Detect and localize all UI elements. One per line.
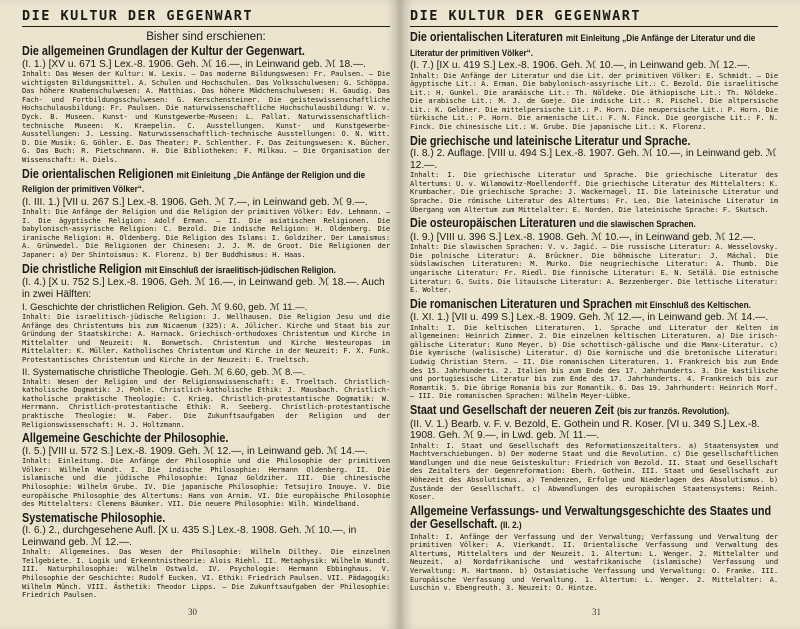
entry-contents: Inhalt: Die israelitisch-jüdische Religion: J. Wellhausen. Die Religion Jesu und die Anfänge des Christentums bis zum Nicaenum (325): A. Jülicher. Kirche und Staat bis zur Gründung der Staatskirche: A. Harnack. Griechisch-orthodoxes Christentum und Kirche in Mittelalter und Neuzeit: N. Bonwetsch. Christentum und Kirche Westeuropas im Mittelalter: K. Müller. Katholisches Christentum und Kirche in der Neuzeit: F. X. Funk. Protestantisches Christentum und Kirche in der Neuzeit: E. Troeltsch. xyxy=(22,312,390,365)
entry-meta: (I. 8.) 2. Auflage. [VIII u. 494 S.] Lex.-8. 1907. Geh. ℳ 10.—, in Leinwand geb. ℳ 12.—. xyxy=(410,148,777,171)
entry-geschichte-philosophie xyxy=(22,432,390,509)
intro-line: Bisher sind erschienen: xyxy=(146,31,266,43)
entry-meta: (I. XI. 1.) [VII u. 499 S.] Lex.-8. 1909. Geh. ℳ 12.—, in Leinwand geb. ℳ 14.—. xyxy=(410,312,769,324)
entry-title: Systematische Philosophie. xyxy=(22,510,166,525)
entry-title: Die orientalischen Literaturen mit Einleitung „Die Anfänge der Literatur und die Literatur der primitiven Völker“. xyxy=(410,30,756,59)
entry-meta: (I. 7.) [IX u. 419 S.] Lex.-8. 1906. Geh. ℳ 10.—, in Leinwand geb. ℳ 12.—. xyxy=(410,60,751,71)
entry-title: Staat und Gesellschaft der neueren Zeit (bis zur französ. Revolution). xyxy=(410,403,730,418)
entry-contents: Inhalt: Einleitung. Die Anfänge der Philosophie und die Philosophie der primitiven Völker: Wilhelm Wundt. I. Die indische Philosophie: Hermann Oldenberg. II. Die islamische und die jüdische Philosophie: Ignaz Goldziher. III. Die chinesische Philosophie: Wilhelm Grube. IV. Die japanische Philosophie: Tetsujiro Inouye. V. Die europäische Philosophie des Altertums: Hans von Arnim. VI. Die europäische Philosophie des Mittelalters: Clemens Bäumker. VII. Die neuere Philosophie: Wilh. Windelband. xyxy=(22,456,390,509)
subsection-theologie: II. Systematische christliche Theologie. Geh. ℳ 6.60, geb. ℳ 8.—. xyxy=(22,366,306,378)
entry-contents: Inhalt: I. Staat und Gesellschaft des Reformationszeitalters. a) Staatensystem und Machtverschiebungen. b) Der moderne Staat und die Revolution. c) Die gesellschaftlichen Wandlungen und die neue Geisteskultur: Friedrich von Bezold. II. Staat und Gesellschaft des Zeitalters der Gegenreformation: Eberh. Gothein. III. Staat und Gesellschaft zur Höhezeit des Absolutismus. a) Tendenzen, Erfolge und Niederlagen des Absolutismus. b) Zustände der Gesellschaft. c) Abwandlungen des europäischen Staatensystems: Reinh. Koser. xyxy=(410,440,778,502)
entry-meta: (I. 4.) [X u. 752 S.] Lex.-8. 1906. Geh. ℳ 16.—, in Leinwand geb. ℳ 18.—. Auch in zwei Hälften: xyxy=(22,277,385,300)
entry-title: Die romanischen Literaturen und Sprachen mit Einschluß des Keltischen. xyxy=(410,296,751,311)
running-head: DIE KULTUR DER GEGENWART xyxy=(410,8,778,27)
entry-systematische-philosophie xyxy=(22,512,390,600)
entry-meta: (II. V. 1.) Bearb. v. F. v. Bezold, E. Gothein und R. Koser. [VI u. 349 S.] Lex.-8. 1908. Geh. ℳ 9.—, in Lwd. geb. ℳ 11.—. xyxy=(410,418,760,442)
entry-meta: (I. 1.) [XV u. 671 S.] Lex.-8. 1906. Geh. ℳ 16.—, in Leinwand geb. ℳ 18.—. xyxy=(22,58,367,70)
entry-title: Die osteuropäischen Literaturen und die slawischen Sprachen. xyxy=(410,216,696,231)
entry-contents: Inhalt: I. Die keltischen Literaturen. 1. Sprache und Literatur der Kelten im allgemeinen: Heinrich Zimmer. 2. Die einzelnen keltischen Literaturen. a) Die irisch-gälische Literatur: Kuno Meyer. b) Die schottisch-gälische und die Manx-Literatur. c) Die kymrische (walisische) Literatur. d) Die kornische und die bretonische Literatur: Ludwig Christian Stern. — II. Die romanischen Literaturen. 1. Frankreich bis zum Ende des 15. Jahrhunderts. 2. Italien bis zum Ende des 17. Jahrhunderts. 3. Die kastilische und portugiesische Literatur bis zum Ende des 17. Jahrhunderts. 4. Frankreich bis zur Romantik. 5. Die übrige Romania bis zur Romantik. 6. Das 19. Jahrhundert: Heinrich Morf. — III. Die romanischen Sprachen: Wilhelm Meyer-Lübke. xyxy=(410,322,778,401)
entry-verfassung xyxy=(410,505,778,593)
entry-orient-literaturen xyxy=(410,31,778,132)
subsection-geschichte: I. Geschichte der christlichen Religion. Geh. ℳ 9.60, geb. ℳ 11.—. xyxy=(22,302,308,314)
entry-meta: (I. 9.) [VIII u. 396 S.] Lex.-8. 1908. Geh. ℳ 10.—, in Leinwand geb. ℳ 12.—. xyxy=(410,231,756,243)
page-number: 30 xyxy=(188,607,197,617)
entry-griech-lat xyxy=(410,135,778,214)
entry-orient-religionen xyxy=(22,168,390,260)
entry-title: Allgemeine Geschichte der Philosophie. xyxy=(22,431,229,446)
entry-contents: Inhalt: Die Anfänge der Literatur und die Lit. der primitiven Völker: E. Schmidt. — Die ägyptische Lit.: A. Erman. Die babylonisch-assyrische Lit.: C. Bezold. Die israelitische Lit.: H. Gunkel. Die aramäische Lit.: Th. Nöldeke. Die äthiopische Lit.: Th. Nöldeke. Die arabische Lit.: M. J. de Goeje. Die indische Lit.: R. Pischel. Die altpersische Lit.: K. Geldner. Die mittelpersische Lit.: P. Horn. Die neupersische Lit.: P. Horn. Die türkische Lit.: P. Horn. Die armenische Lit.: F. N. Finck. Die georgische Lit.: F. N. Finck. Die chinesische Lit.: W. Grube. Die japanische Lit.: K. Florenz. xyxy=(410,70,778,132)
entry-contents: Inhalt: I. Die griechische Literatur und Sprache. Die griechische Literatur des Altertums: U. v. Wilamowitz-Moellendorff. Die griechische Literatur des Mittelalters: K. Krumbacher. Die griechische Sprache: J. Wackernagel. II. Die lateinische Literatur und Sprache. Die römische Literatur des Altertums: Fr. Leo. Die lateinische Literatur im Übergang vom Altertum zum Mittelalter: E. Norden. Die lateinische Sprache: F. Skutsch. xyxy=(410,170,778,214)
entry-christliche-religion xyxy=(22,263,390,430)
entry-grundlagen xyxy=(22,45,390,165)
entry-meta: (I. 6.) 2., durchgesehene Aufl. [X u. 435 S.] Lex.-8. 1908. Geh. ℳ 10.—, in Leinwand geb. ℳ 12.—. xyxy=(22,525,357,548)
entry-title: Die christliche Religion mit Einschluß der israelitisch-jüdischen Religion. xyxy=(22,261,336,276)
entry-title: Die griechische und lateinische Literatur und Sprache. xyxy=(410,133,691,148)
entry-contents: Inhalt: Allgemeines. Das Wesen der Philosophie: Wilhelm Dilthey. Die einzelnen Teilgebiete. I. Logik und Erkenntnistheorie: Alois Riehl. II. Metaphysik: Wilhelm Wundt. III. Naturphilosophie: Wilhelm Ostwald. IV. Psychologie: Hermann Ebbinghaus. V. Philosophie der Geschichte: Rudolf Eucken. VI. Ethik: Friedrich Paulsen. VII. Pädagogik: Wilhelm Münch. VIII. Ästhetik: Theodor Lipps. — Die Zukunftsaufgaben der Philosophie: Friedrich Paulsen. xyxy=(22,547,390,600)
entry-title: Die orientalischen Religionen mit Einleitung „Die Anfänge der Religion und die Religion der primitiven Völker“. xyxy=(22,166,366,196)
entry-meta: (I. 5.) [VIII u. 572 S.] Lex.-8. 1909. Geh. ℳ 12.—, in Leinwand geb. ℳ 14.—. xyxy=(22,445,368,457)
entry-meta: (I. III. 1.) [VII u. 267 S.] Lex.-8. 1906. Geh. ℳ 7.—, in Leinwand geb. ℳ 9.—. xyxy=(22,196,368,208)
right-page xyxy=(400,0,800,629)
entry-romanisch xyxy=(410,298,778,401)
running-head: DIE KULTUR DER GEGENWART xyxy=(22,8,390,27)
entry-title: Allgemeine Verfassungs- und Verwaltungsgeschichte des Staates und der Gesellschaft. (II. 2.) xyxy=(410,503,772,532)
page-number: 31 xyxy=(592,607,601,617)
entry-contents: Inhalt: Die Anfänge der Religion und die Religion der primitiven Völker: Edv. Lehmann. — I. Die ägyptische Religion: Adolf Erman. — II. Die asiatischen Religionen. Die babylonisch-assyrische Religion: C. Bezold. Die indische Religion: H. Oldenberg. Die iranische Religion: H. Oldenberg. Die Religion des Islams: I. Goldziher. Der Lamaismus: A. Grünwedel. Die Religionen der Chinesen: J. J. M. de Groot. Die Religionen der Japaner: a) Der Shintoismus: K. Florenz. b) Der Buddhismus: H. Haas. xyxy=(22,207,390,259)
entry-contents: Inhalt: Das Wesen der Kultur: W. Lexis. — Das moderne Bildungswesen: Fr. Paulsen. — Die wichtigsten Bildungsmittel. A. Schulen und Hochschulen. Das Volksschulwesen: G. Schöppa. Das höhere Knabenschulwesen: A. Matthias. Das höhere Mädchenschulwesen: H. Gaudig. Das Fach- und Fortbildungsschulwesen: G. Kerschensteiner. Die geisteswissenschaftliche Hochschulausbildung: Fr. Paulsen. Die naturwissenschaftliche Hochschulausbildung: W. v. Dyck. B. Museen. Kunst- und Kunstgewerbe-Museen: L. Pallat. Naturwissenschaftlich-technische Museen: K. Kraepelin. C. Ausstellungen. Kunst- und Kunstgewerbe-Ausstellungen: J. Lessing. Naturwissenschaftlich-technische Ausstellungen: O. N. Witt. D. Die Musik: G. Göhler. E. Das Theater: P. Schlenther. F. Das Zeitungswesen: K. Bücher. G. Das Buch: R. Pietschmann. H. Die Bibliotheken: F. Milkau. — Die Organisation der Wissenschaft: H. Diels. xyxy=(22,69,390,164)
entry-contents: Inhalt: I. Anfänge der Verfassung und der Verwaltung; Verfassung und Verwaltung der primitiven Völker: A. Vierkandt. II. Orientalische Verfassung und Verwaltung des Altertums, Mittelalters und der Neuzeit. 1. Altertum: L. Wenger. 2. Mittelalter und Neuzeit. a) Nordafrikanische und westafrikanische (islamische) Verfassung und Verwaltung: M. Hartmann. b) Ostasiatische Verfassung und Verwaltung: O. Franke. III. Europäische Verfassung und Verwaltung. 1. Altertum: L. Wenger. 2. Mittelalter: A. Luschin v. Ebengreuth. 3. Neuzeit: O. Hintze. xyxy=(410,531,778,593)
entry-title: Die allgemeinen Grundlagen der Kultur der Gegenwart. xyxy=(22,44,305,58)
entry-contents: Inhalt: Wesen der Religion und der Religionswissenschaft: E. Troeltsch. Christlich-katholische Dogmatik: J. Pohle. Christlich-katholische Ethik: J. Mausbach. Christlich-katholische praktische Theologie: C. Krieg. Christlich-protestantische Dogmatik: W. Herrmann. Christlich-protestantische Ethik: R. Seeberg. Christlich-protestantische praktische Theologie: W. Faber. Die Zukunftsaufgaben der Religion und der Religionswissenschaft: H. J. Holtzmann. xyxy=(22,376,390,429)
entry-staat-gesellschaft xyxy=(410,404,778,502)
entry-osteuropaeisch xyxy=(410,217,778,295)
entry-contents: Inhalt: Die slawischen Sprachen: V. v. Jagić. — Die russische Literatur: A. Wesselovsky. Die polnische Literatur: A. Brückner. Die böhmische Literatur: J. Máchal. Die südslawischen Literaturen: M. Murko. Die neugriechische Literatur: A. Thumb. Die ungarische Literatur: Fr. Riedl. Die finnische Literatur: E. N. Setälä. Die estnische Literatur: G. Suits. Die litauische Literatur: A. Bezzenberger. Die lettische Literatur: E. Wolter. xyxy=(410,242,778,295)
